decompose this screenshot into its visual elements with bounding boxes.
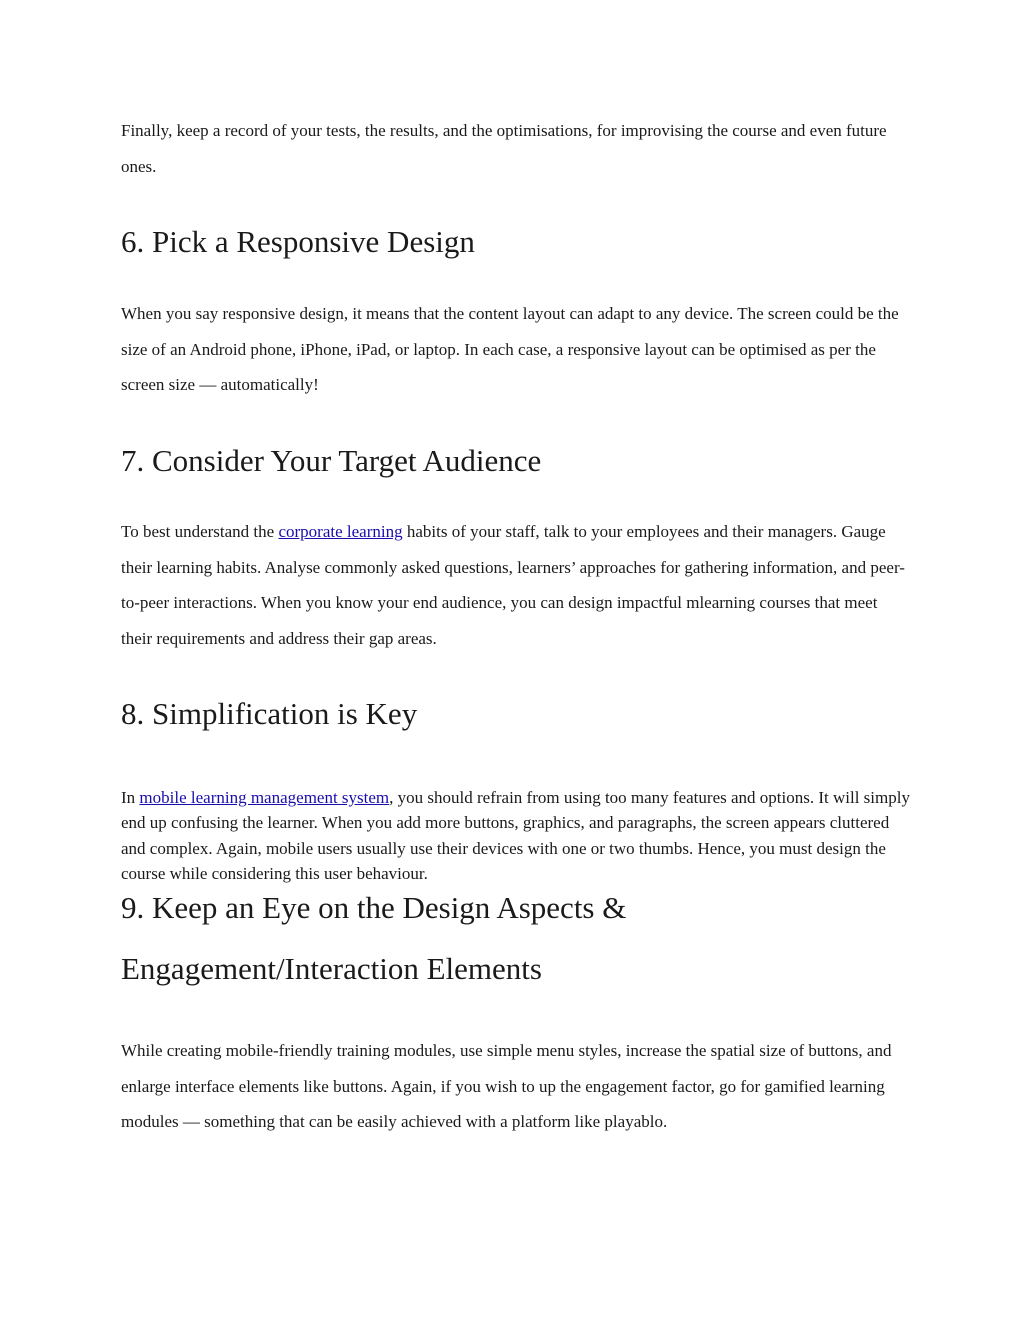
- section-8-heading: 8. Simplification is Key: [121, 696, 418, 731]
- section-9-paragraph: While creating mobile-friendly training modules, use simple menu styles, increase the spatial size of buttons, and enlarge interface elements like buttons. Again, if you wish to up the engagement factor, go for gamified learning modules — something that can be easily achieved with a platform like playablo.: [121, 1041, 892, 1132]
- section-8-text-end: , you should refrain from using too many features and options. It will simply end up confusing the learner. When you add more buttons, graphics, and paragraphs, the screen appears cluttered and complex. Again, mobile users usually use their devices with one or two thumbs. Hence, you must design the course while considering this user behaviour.: [121, 788, 910, 884]
- section-7-paragraph: [121, 514, 911, 657]
- mobile-lms-link[interactable]: mobile learning management system: [139, 788, 390, 807]
- section-9-heading-line-2: Engagement/Interaction Elements: [121, 951, 542, 986]
- section-6-paragraph: When you say responsive design, it means that the content layout can adapt to any device. The screen could be the size of an Android phone, iPhone, iPad, or laptop. In each case, a responsive layout can be optimised as per the screen size — automatically!: [121, 304, 899, 395]
- section-8-paragraph: [121, 785, 911, 887]
- section-8-text-start: In: [121, 788, 140, 807]
- section-7-heading: 7. Consider Your Target Audience: [121, 443, 542, 478]
- intro-paragraph: Finally, keep a record of your tests, the results, and the optimisations, for improvising the course and even future ones.: [121, 121, 887, 176]
- section-7-text-end: habits of your staff, talk to your employees and their managers. Gauge their learning habits. Analyse commonly asked questions, learners’ approaches for gathering information, and peer-to-peer interactions. When you know your end audience, you can design impactful mlearning courses that meet their requirements and address their gap areas.: [121, 522, 905, 649]
- section-9-heading: [121, 877, 911, 999]
- corporate-learning-link[interactable]: corporate learning: [278, 522, 403, 541]
- section-6-heading: 6. Pick a Responsive Design: [121, 224, 475, 259]
- section-7-text-start: To best understand the: [121, 522, 279, 541]
- section-9-heading-line-1: 9. Keep an Eye on the Design Aspects &: [121, 890, 627, 925]
